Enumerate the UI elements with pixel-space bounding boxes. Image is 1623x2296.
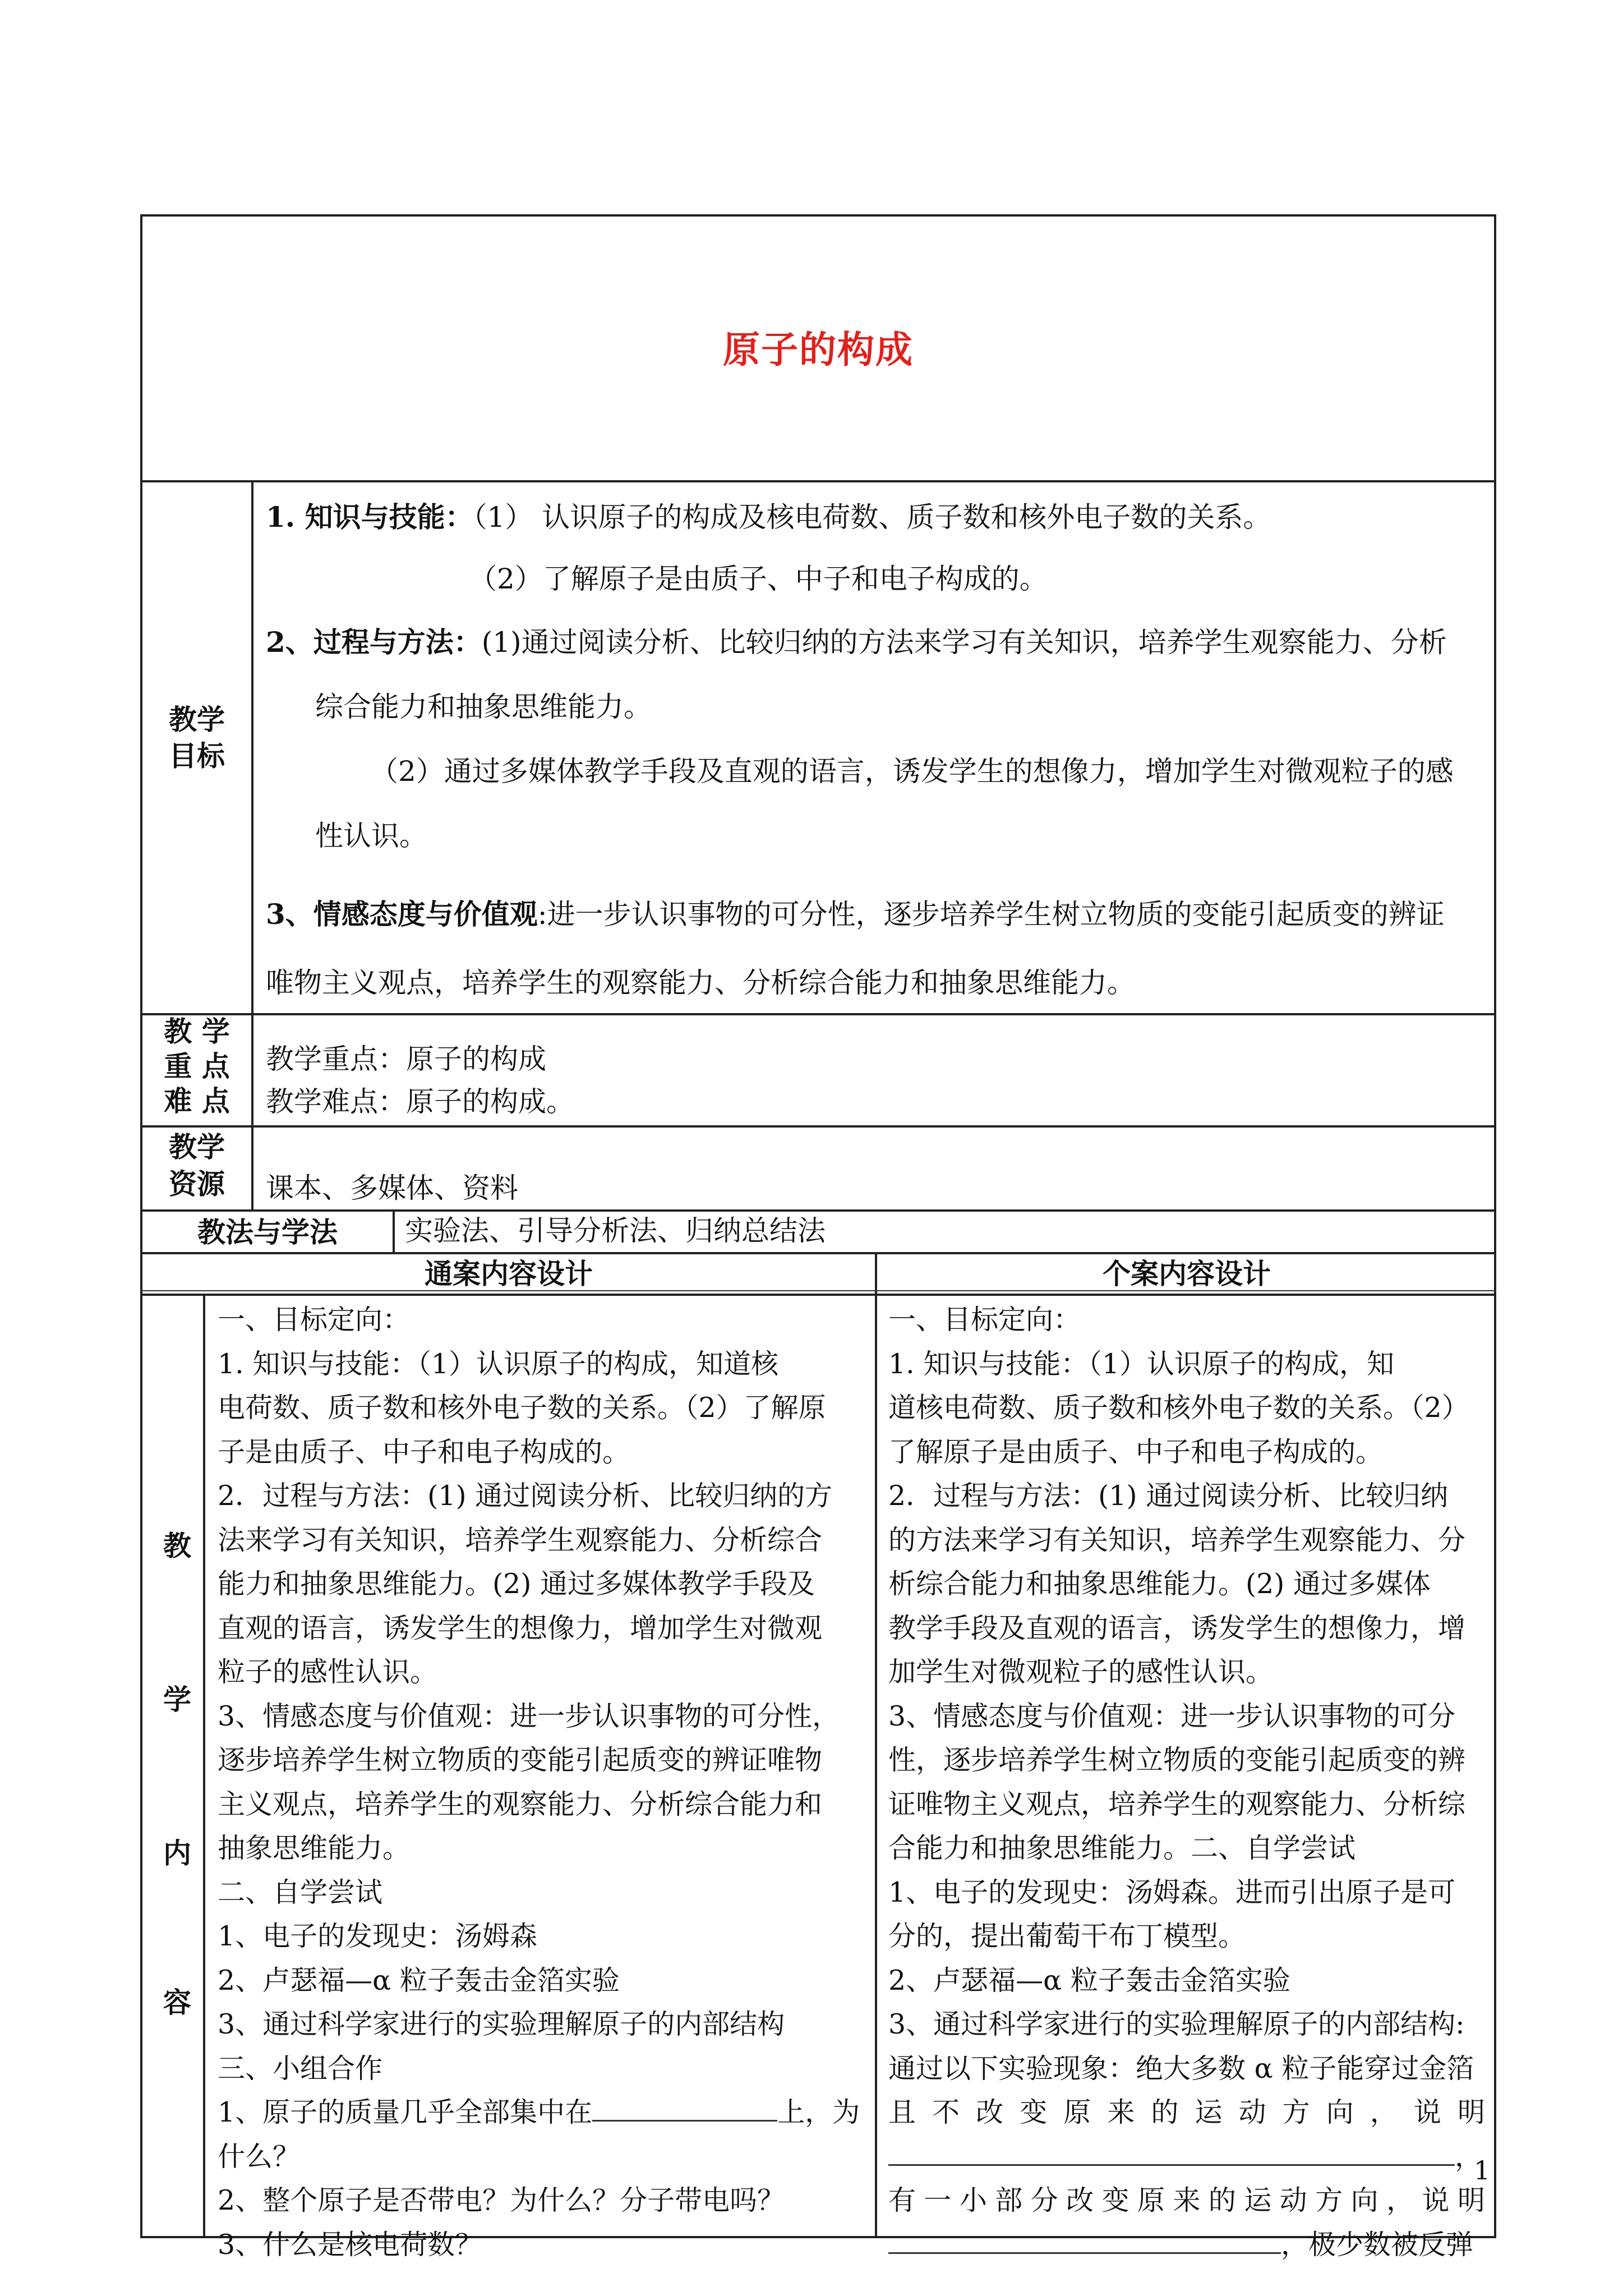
individual-blank-line: [888, 2223, 1485, 2267]
side-label-char: 教: [163, 1529, 191, 1562]
common-line: 子是由质子、中子和电子构成的。: [218, 1435, 630, 1468]
common-line: 能力和抽象思维能力。(2) 通过多媒体教学手段及: [218, 1568, 815, 1600]
individual-spread-line: 有一小部分改变原来的运动方向，说明: [888, 2184, 1485, 2216]
objective-line-5: [370, 754, 1454, 788]
common-line: 粒子的感性认识。: [218, 1656, 438, 1688]
common-line: 三、小组合作: [218, 2052, 383, 2085]
question-text: 上，为: [777, 2096, 860, 2128]
key-points-label-line: 重 点: [164, 1050, 230, 1083]
common-line: 逐步培养学生树立物质的变能引起质变的辨证唯物: [218, 1744, 823, 1776]
objective-line-7: [266, 898, 1445, 931]
row-divider: [140, 480, 1496, 482]
common-line: 2、整个原子是否带电？为什么？分子带电吗？: [218, 2184, 785, 2216]
individual-line: 合能力和抽象思维能力。二、自学尝试: [888, 1832, 1356, 1864]
individual-line: 1. 知识与技能：（1）认识原子的构成，知: [888, 1347, 1395, 1380]
question-text: 1、原子的质量几乎全部集中在: [218, 2096, 593, 2128]
design-column-divider: [875, 1252, 877, 2238]
objective-text: （1） 认识原子的构成及核电荷数、质子数和核外电子数的关系。: [473, 501, 1271, 533]
row-divider: [140, 1294, 1496, 1296]
individual-line: 了解原子是由质子、中子和电子构成的。: [888, 1435, 1384, 1468]
individual-line: 3、通过科学家进行的实验理解原子的内部结构:: [888, 2008, 1465, 2040]
common-line: 2．过程与方法：(1) 通过阅读分析、比较归纳的方: [218, 1480, 833, 1512]
objectives-label-line: 教学: [169, 703, 225, 736]
side-label-char: 学: [163, 1683, 191, 1716]
common-line: 法来学习有关知识，培养学生观察能力、分析综合: [218, 1524, 823, 1556]
common-line: 一、目标定向：: [218, 1304, 411, 1336]
key-points-label-line: 难 点: [164, 1084, 230, 1117]
row-divider: [140, 1013, 1496, 1015]
common-design-header: 通案内容设计: [425, 1257, 593, 1290]
punctuation: ，: [1455, 2140, 1483, 2173]
key-points-label-line: 教 学: [164, 1015, 230, 1048]
objective-line-4: [315, 690, 652, 724]
common-line: 电荷数、质子数和核外电子数的关系。（2）了解原: [218, 1392, 826, 1424]
common-line: 二、自学尝试: [218, 1876, 383, 1908]
individual-line: 2．过程与方法：(1) 通过阅读分析、比较归纳: [888, 1480, 1449, 1512]
resources-label-line: 教学: [169, 1130, 225, 1163]
resources-label-line: 资源: [169, 1167, 225, 1200]
objectives-label: [142, 701, 251, 774]
methods-text: 实验法、引导分析法、归纳总结法: [405, 1214, 826, 1247]
side-label-char: 容: [163, 1986, 191, 2019]
individual-blank-line: [888, 2135, 1485, 2179]
individual-spread-line: 且不改变原来的运动方向，说明: [888, 2096, 1485, 2128]
objective-line-6: [315, 819, 427, 853]
methods-label: 教法与学法: [197, 1216, 338, 1249]
question-text: ，极少数被反弹: [1281, 2228, 1474, 2261]
page-title: 原子的构成: [723, 328, 914, 371]
resources-label: [142, 1129, 251, 1203]
answer-blank[interactable]: [888, 2142, 1455, 2166]
individual-line: 3、情感态度与价值观：进一步认识事物的可分: [888, 1700, 1456, 1732]
resources-text: 课本、多媒体、资料: [266, 1172, 518, 1204]
answer-blank[interactable]: [888, 2230, 1281, 2254]
common-line: 3、什么是核电荷数？: [218, 2228, 483, 2261]
individual-line: 一、目标定向：: [888, 1304, 1081, 1336]
common-line: 什么？: [218, 2140, 301, 2173]
answer-blank[interactable]: [592, 2097, 777, 2122]
row-divider: [140, 1125, 1496, 1128]
row-divider: [140, 1209, 1496, 1212]
individual-line: 加学生对微观粒子的感性认识。: [888, 1656, 1274, 1688]
common-blank-question: [218, 2091, 863, 2135]
common-line: 2、卢瑟福—α 粒子轰击金箔实验: [218, 1964, 620, 1996]
objective-heading: 3、情感态度与价值观: [266, 898, 538, 931]
objective-line-3: [266, 625, 1447, 659]
objective-text: 性认识。: [315, 820, 427, 852]
key-points-label: [142, 1014, 251, 1119]
individual-line: 证唯物主义观点，培养学生的观察能力、分析综: [888, 1788, 1466, 1820]
side-label-char: 内: [163, 1837, 191, 1870]
common-line: 直观的语言，诱发学生的想像力，增加学生对微观: [218, 1612, 823, 1644]
common-line: 抽象思维能力。: [218, 1832, 411, 1864]
methods-column-divider: [393, 1209, 395, 1252]
individual-line: 的方法来学习有关知识，培养学生观察能力、分: [888, 1524, 1466, 1556]
objective-heading: 2、过程与方法：: [266, 625, 482, 659]
row-divider: [140, 1252, 1496, 1254]
objective-heading: 1. 知识与技能：: [266, 500, 473, 533]
objectives-label-line: 目标: [169, 739, 225, 772]
individual-line: 通过以下实验现象：绝大多数 α 粒子能穿过金箔: [888, 2052, 1474, 2085]
page-number: 1: [1474, 2155, 1491, 2185]
individual-line: 道核电荷数、质子数和核外电子数的关系。（2）: [888, 1392, 1469, 1424]
side-label-divider: [203, 1294, 205, 2238]
key-difficulty: 教学难点：原子的构成。: [266, 1085, 574, 1118]
individual-line: 1、电子的发现史：汤姆森。进而引出原子是可: [888, 1876, 1456, 1908]
common-line: 3、通过科学家进行的实验理解原子的内部结构: [218, 2008, 785, 2040]
common-line: 1. 知识与技能：（1）认识原子的构成，知道核: [218, 1347, 779, 1380]
objective-text: :进一步认识事物的可分性，逐步培养学生树立物质的变能引起质变的辨证: [537, 898, 1445, 931]
objective-text: （2）了解原子是由质子、中子和电子构成的。: [469, 563, 1048, 595]
common-line: 3、情感态度与价值观：进一步认识事物的可分性，: [218, 1700, 840, 1732]
objective-text: （2）通过多媒体教学手段及直观的语言，诱发学生的想像力，增加学生对微观粒子的感: [370, 755, 1454, 788]
common-content: [218, 1298, 863, 2267]
individual-line: 性，逐步培养学生树立物质的变能引起质变的辨: [888, 1744, 1466, 1776]
individual-content: [888, 1298, 1485, 2267]
individual-design-header: 个案内容设计: [1103, 1257, 1271, 1290]
common-line: 1、电子的发现史：汤姆森: [218, 1920, 538, 1952]
objective-text: (1)通过阅读分析、比较归纳的方法来学习有关知识，培养学生观察能力、分析: [481, 626, 1447, 659]
individual-line: 分的，提出葡萄干布丁模型。: [888, 1920, 1246, 1952]
objective-line-2: [469, 562, 1048, 596]
objective-text: 综合能力和抽象思维能力。: [315, 691, 652, 723]
individual-line: 析综合能力和抽象思维能力。(2) 通过多媒体: [888, 1568, 1431, 1600]
objective-line-8: [266, 966, 1135, 1000]
objective-text: 唯物主义观点，培养学生的观察能力、分析综合能力和抽象思维能力。: [266, 967, 1135, 999]
common-line: 主义观点，培养学生的观察能力、分析综合能力和: [218, 1788, 823, 1820]
individual-line: 教学手段及直观的语言，诱发学生的想像力，增: [888, 1612, 1466, 1644]
individual-line: 2、卢瑟福—α 粒子轰击金箔实验: [888, 1964, 1290, 1996]
key-focus: 教学重点：原子的构成: [266, 1043, 546, 1075]
objective-line-1: [266, 500, 1271, 534]
label-column-divider: [251, 480, 253, 1209]
